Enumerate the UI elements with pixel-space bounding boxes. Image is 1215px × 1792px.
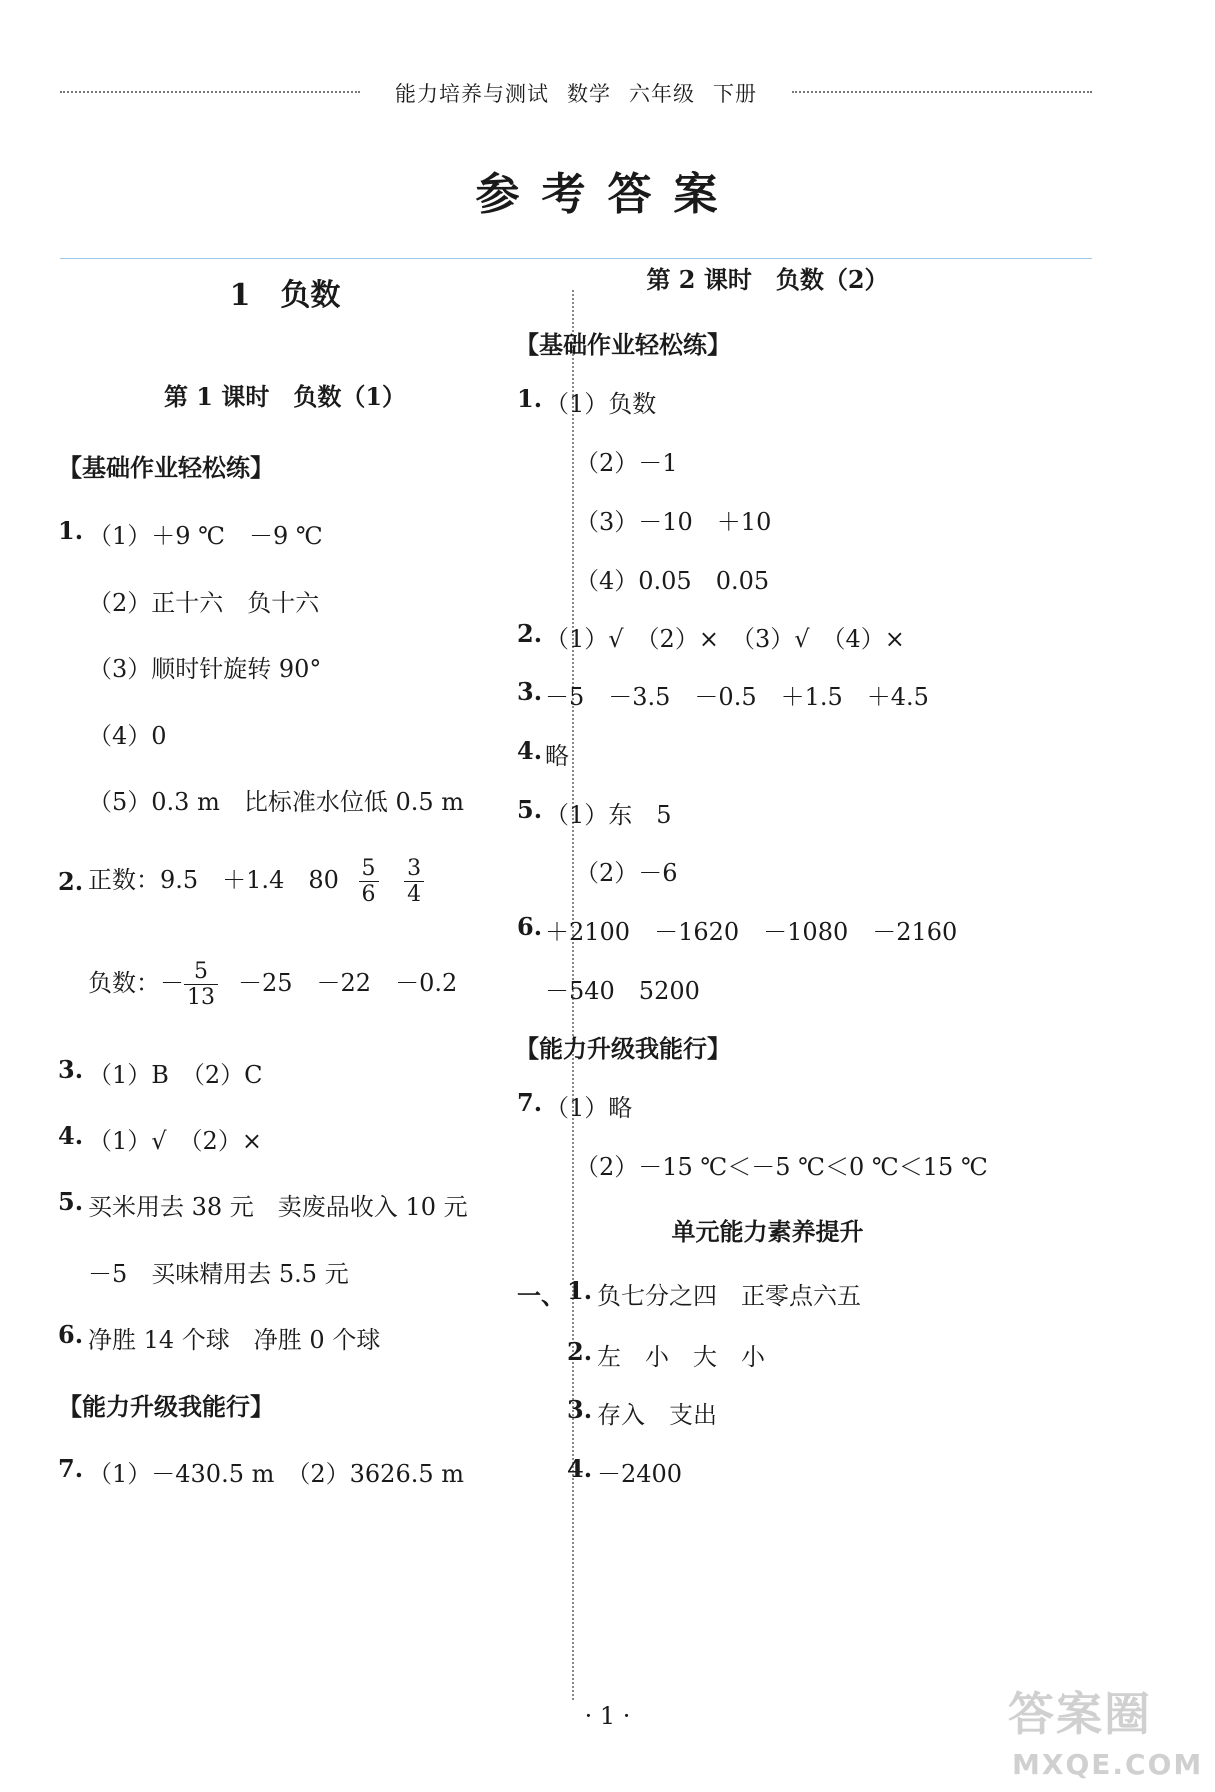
answer-line: （4）0.05 0.05 [575,567,770,595]
answer-line: （2）正十六 负十六 [88,589,320,617]
title-underline [60,258,1092,259]
header-dotted-rule-right [792,91,1092,93]
question-number: 2. [58,867,84,896]
answer-line: （1）√ （2）× [88,1127,262,1155]
question-number: 5. [517,795,543,824]
answer-line: －2400 [597,1460,683,1488]
answer-line: 负七分之四 正零点六五 [597,1282,861,1310]
answer-line: －5 －3.5 －0.5 ＋1.5 ＋4.5 [545,683,929,711]
answer-line: 净胜 14 个球 净胜 0 个球 [88,1326,381,1354]
answer-line: －540 5200 [545,977,700,1005]
fraction-numerator: 5 [359,856,379,882]
answer-line: （2）－6 [575,859,678,887]
question-number: 2. [517,619,543,648]
page-number: · 1 · [584,1702,631,1730]
negative-numbers-text: －25 －22 －0.2 [238,969,458,997]
header-subject: 数学 [567,82,611,106]
question-number: 3. [567,1395,593,1424]
watermark-logo [1008,1672,1206,1790]
section-heading: 【能力升级我能行】 [58,1392,274,1421]
fraction [184,959,218,1011]
title-banner [0,158,1215,222]
fraction [404,856,424,908]
question-number: 7. [517,1088,543,1117]
question-number: 1. [58,516,84,545]
answer-line: （5）0.3 m 比标准水位低 0.5 m [88,788,465,816]
answer-line: （1）负数 [545,390,657,418]
question-number: 3. [58,1055,84,1084]
answer-line: 存入 支出 [597,1401,717,1429]
answer-line: （1）＋9 ℃ －9 ℃ [88,522,323,550]
chapter-heading: 1 负数 [229,278,341,313]
header-book: 能力培养与测试 [395,82,549,106]
negative-label: 负数：－ [88,969,184,997]
answer-line: －5 买味精用去 5.5 元 [88,1260,349,1288]
question-number: 1. [567,1276,593,1305]
watermark-text: 答案圈 [1008,1687,1152,1741]
lesson-heading: 第 2 课时 负数（2） [646,265,889,294]
answer-line: （1）B （2）C [88,1061,263,1089]
section-heading: 【能力升级我能行】 [515,1034,731,1063]
question-number: 3. [517,677,543,706]
answer-line: （3）－10 ＋10 [575,508,772,536]
question-number: 7. [58,1454,84,1483]
fraction [359,856,379,908]
header-grade: 六年级 [629,82,695,106]
answer-line: ＋2100 －1620 －1080 －2160 [545,918,958,946]
question-number: 5. [58,1187,84,1216]
question-number: 4. [517,736,543,765]
question-number: 6. [58,1320,84,1349]
section-heading: 【基础作业轻松练】 [515,330,731,359]
section-heading: 【基础作业轻松练】 [58,453,274,482]
answer-line: （4）0 [88,722,167,750]
answer-line: （1）略 [545,1094,633,1122]
answer-line: （3）顺时针旋转 90° [88,655,322,683]
answer-line: （2）－15 ℃＜－5 ℃＜0 ℃＜15 ℃ [575,1153,988,1181]
answer-line: 买米用去 38 元 卖废品收入 10 元 [88,1193,468,1221]
header-text [60,78,1092,108]
watermark-url: MXQE.COM [1012,1748,1204,1781]
negative-numbers-line [88,953,457,1013]
answer-line: （1）√ （2）× （3）√ （4）× [545,625,905,653]
question-number: 2. [567,1337,593,1366]
part-number: 一、 [517,1281,565,1310]
positive-numbers-line [88,850,430,910]
fraction-denominator: 4 [407,882,422,907]
answer-line: （2）－1 [575,449,678,477]
fraction-denominator: 13 [187,985,215,1010]
page-title: 参考答案 [475,169,740,220]
question-number: 1. [517,384,543,413]
positive-numbers-text: 正数：9.5 ＋1.4 80 [88,866,339,894]
lesson-heading: 第 1 课时 负数（1） [163,382,407,411]
question-number: 6. [517,912,543,941]
fraction-numerator: 3 [404,856,424,882]
question-number: 4. [567,1454,593,1483]
running-header [60,78,1092,106]
fraction-numerator: 5 [184,959,218,985]
answer-line: （1）东 5 [545,801,672,829]
question-number: 4. [58,1121,84,1150]
unit-heading: 单元能力素养提升 [671,1217,864,1246]
answer-line: 略 [545,742,569,770]
header-volume: 下册 [713,82,757,106]
answer-line: 左 小 大 小 [597,1343,765,1371]
answer-line: （1）－430.5 m （2）3626.5 m [88,1460,464,1488]
fraction-denominator: 6 [361,882,376,907]
